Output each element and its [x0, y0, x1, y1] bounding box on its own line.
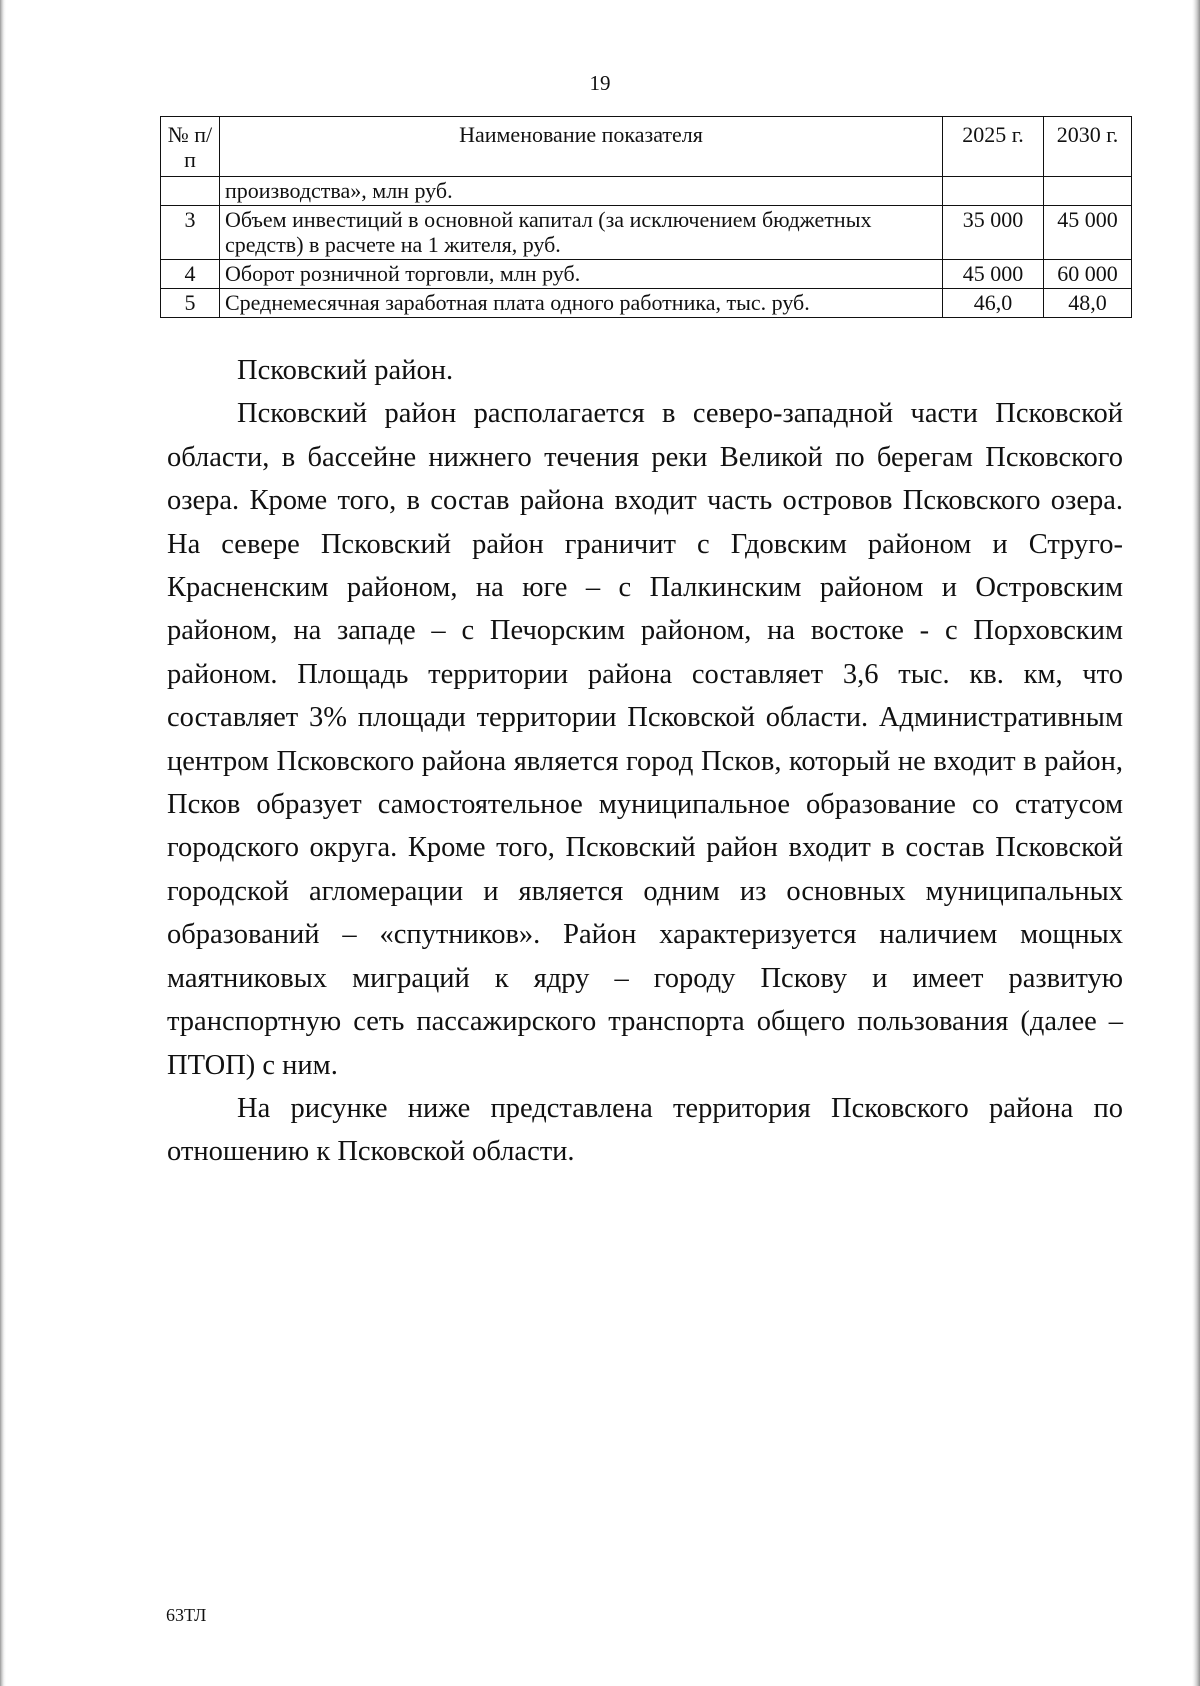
table-row	[161, 289, 1132, 318]
row-num: 3	[161, 206, 220, 260]
header-year-2030: 2030 г.	[1044, 117, 1132, 177]
header-num: № п/п	[161, 117, 220, 177]
row-indicator-name: Среднемесячная заработная плата одного работника, тыс. руб.	[220, 289, 943, 318]
page-number: 19	[589, 71, 611, 95]
scan-edge-right	[1192, 0, 1200, 1686]
indicators-table	[160, 116, 1132, 318]
table-header-row	[161, 117, 1132, 177]
row-value-2030: 45 000	[1044, 206, 1132, 260]
table-row	[161, 260, 1132, 289]
row-indicator-name: Объем инвестиций в основной капитал (за исключением бюджетных средств) в расчете на 1 жителя, руб.	[220, 206, 943, 260]
row-indicator-name: производства», млн руб.	[220, 177, 943, 206]
row-num	[161, 177, 220, 206]
row-value-2025: 35 000	[943, 206, 1044, 260]
body-paragraph-district-description: Псковский район располагается в северо-западной части Псковской области, в бассейне нижнего течения реки Великой по берегам Псковского озера. Кроме того, в состав района входит часть островов Псковского озера. На севере Псковский район граничит с Гдовским районом и Струго-Красненским районом, на юге – с Палкинским районом и Островским районом, на западе – с Печорским районом, на востоке - с Порховским районом. Площадь территории района составляет 3,6 тыс. кв. км, что составляет 3% площади территории Псковской области. Административным центром Псковского района является город Псков, который не входит в район, Псков образует самостоятельное муниципальное образование со статусом городского округа. Кроме того, Псковский район входит в состав Псковской городской агломерации и является одним из основных муниципальных образований – «спутников». Район характеризуется наличием мощных маятниковых миграций к ядру – городу Пскову и имеет развитую транспортную сеть пассажирского транспорта общего пользования (далее – ПТОП) с ним.	[167, 398, 1123, 1081]
row-value-2030	[1044, 177, 1132, 206]
header-indicator-name: Наименование показателя	[220, 117, 943, 177]
row-value-2025: 46,0	[943, 289, 1044, 318]
row-indicator-name: Оборот розничной торговли, млн руб.	[220, 260, 943, 289]
body-paragraph-figure-intro: На рисунке ниже представлена территория Псковского района по отношению к Псковской области.	[167, 1092, 1123, 1168]
row-value-2025: 45 000	[943, 260, 1044, 289]
row-num: 4	[161, 260, 220, 289]
footer-document-code: 63ТЛ	[166, 1605, 207, 1625]
table-row	[161, 206, 1132, 260]
row-value-2030: 48,0	[1044, 289, 1132, 318]
row-num: 5	[161, 289, 220, 318]
table-row	[161, 177, 1132, 206]
body-text	[167, 349, 1123, 1174]
scan-edge-left	[0, 0, 6, 1686]
row-value-2030: 60 000	[1044, 260, 1132, 289]
row-value-2025	[943, 177, 1044, 206]
header-year-2025: 2025 г.	[943, 117, 1044, 177]
section-heading: Псковский район.	[237, 355, 454, 386]
